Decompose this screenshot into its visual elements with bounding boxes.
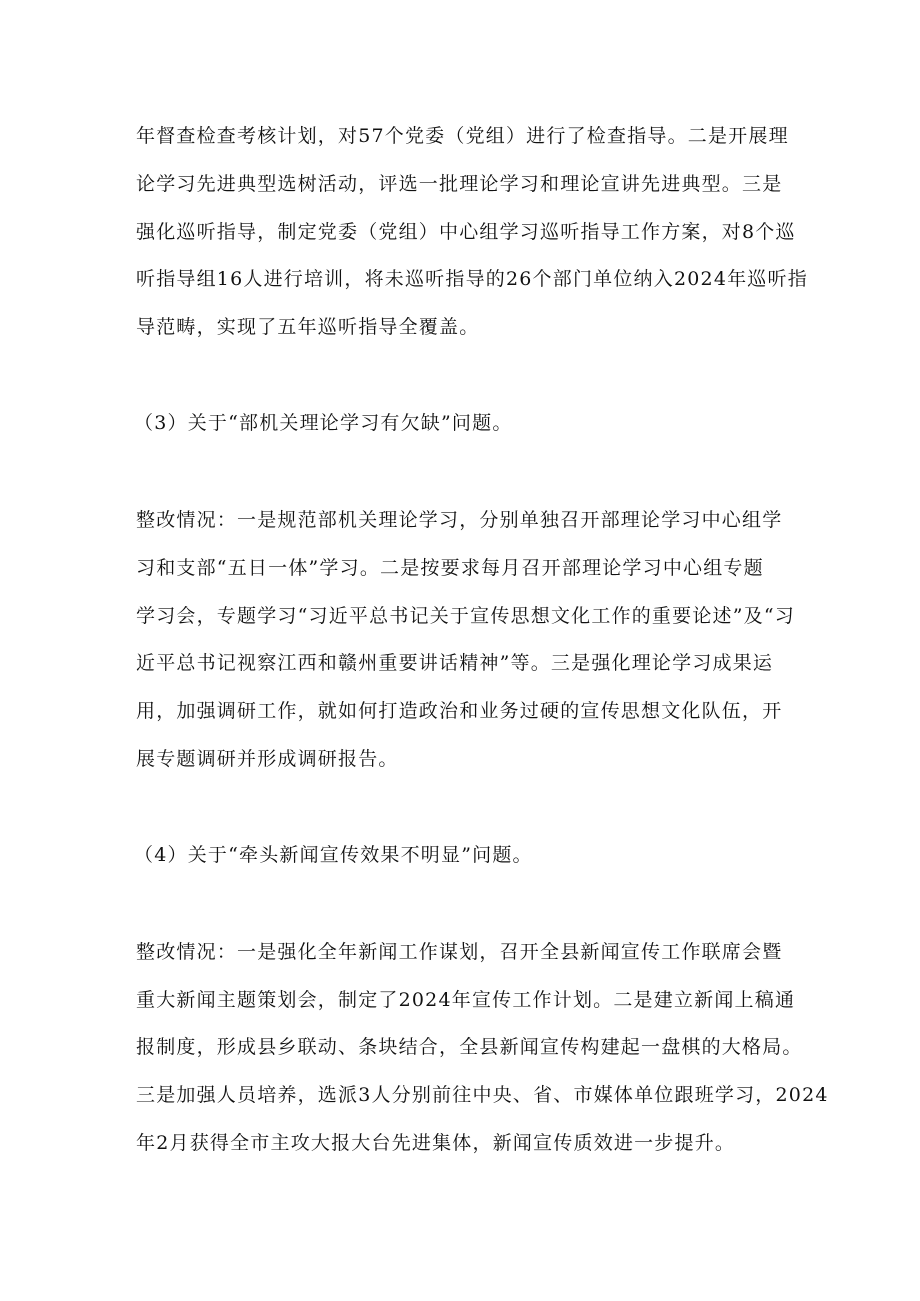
text-line: 展专题调研并形成调研报告。 bbox=[136, 748, 399, 770]
text-line: 近平总书记视察江西和赣州重要讲话精神”等。三是强化理论学习成果运 bbox=[136, 652, 774, 674]
text-line: 强化巡听指导，制定党委（党组）中心组学习巡听指导工作方案，对8个巡 bbox=[136, 221, 796, 243]
section-heading-4: （4）关于“牵头新闻宣传效果不明显”问题。 bbox=[134, 844, 533, 866]
text-line: 年督查检查考核计划，对57个党委（党组）进行了检查指导。二是开展理 bbox=[136, 125, 789, 147]
text-line: 整改情况：一是强化全年新闻工作谋划，召开全县新闻宣传工作联席会暨 bbox=[136, 941, 783, 963]
text-line: 三是加强人员培养，选派3人分别前往中央、省、市媒体单位跟班学习，2024 bbox=[136, 1084, 829, 1106]
text-line: 听指导组16人进行培训，将未巡听指导的26个部门单位纳入2024年巡听指 bbox=[136, 268, 808, 290]
text-line: 报制度，形成县乡联动、条块结合，全县新闻宣传构建起一盘棋的大格局。 bbox=[136, 1036, 803, 1058]
text-line: 整改情况：一是规范部机关理论学习，分别单独召开部理论学习中心组学 bbox=[136, 509, 783, 531]
text-line: 学习会，专题学习“习近平总书记关于宣传思想文化工作的重要论述”及“习 bbox=[136, 605, 795, 627]
text-line: 重大新闻主题策划会，制定了2024年宣传工作计划。二是建立新闻上稿通 bbox=[136, 989, 796, 1011]
text-line: 用，加强调研工作，就如何打造政治和业务过硬的宣传思想文化队伍，开 bbox=[136, 700, 783, 722]
text-line: 论学习先进典型选树活动，评选一批理论学习和理论宣讲先进典型。三是 bbox=[136, 173, 783, 195]
text-line: 导范畴，实现了五年巡听指导全覆盖。 bbox=[136, 316, 480, 338]
text-line: 习和支部“五日一体”学习。二是按要求每月召开部理论学习中心组专题 bbox=[136, 557, 764, 579]
text-line: 年2月获得全市主攻大报大台先进集体，新闻宣传质效进一步提升。 bbox=[136, 1132, 736, 1154]
section-heading-3: （3）关于“部机关理论学习有欠缺”问题。 bbox=[134, 412, 513, 434]
